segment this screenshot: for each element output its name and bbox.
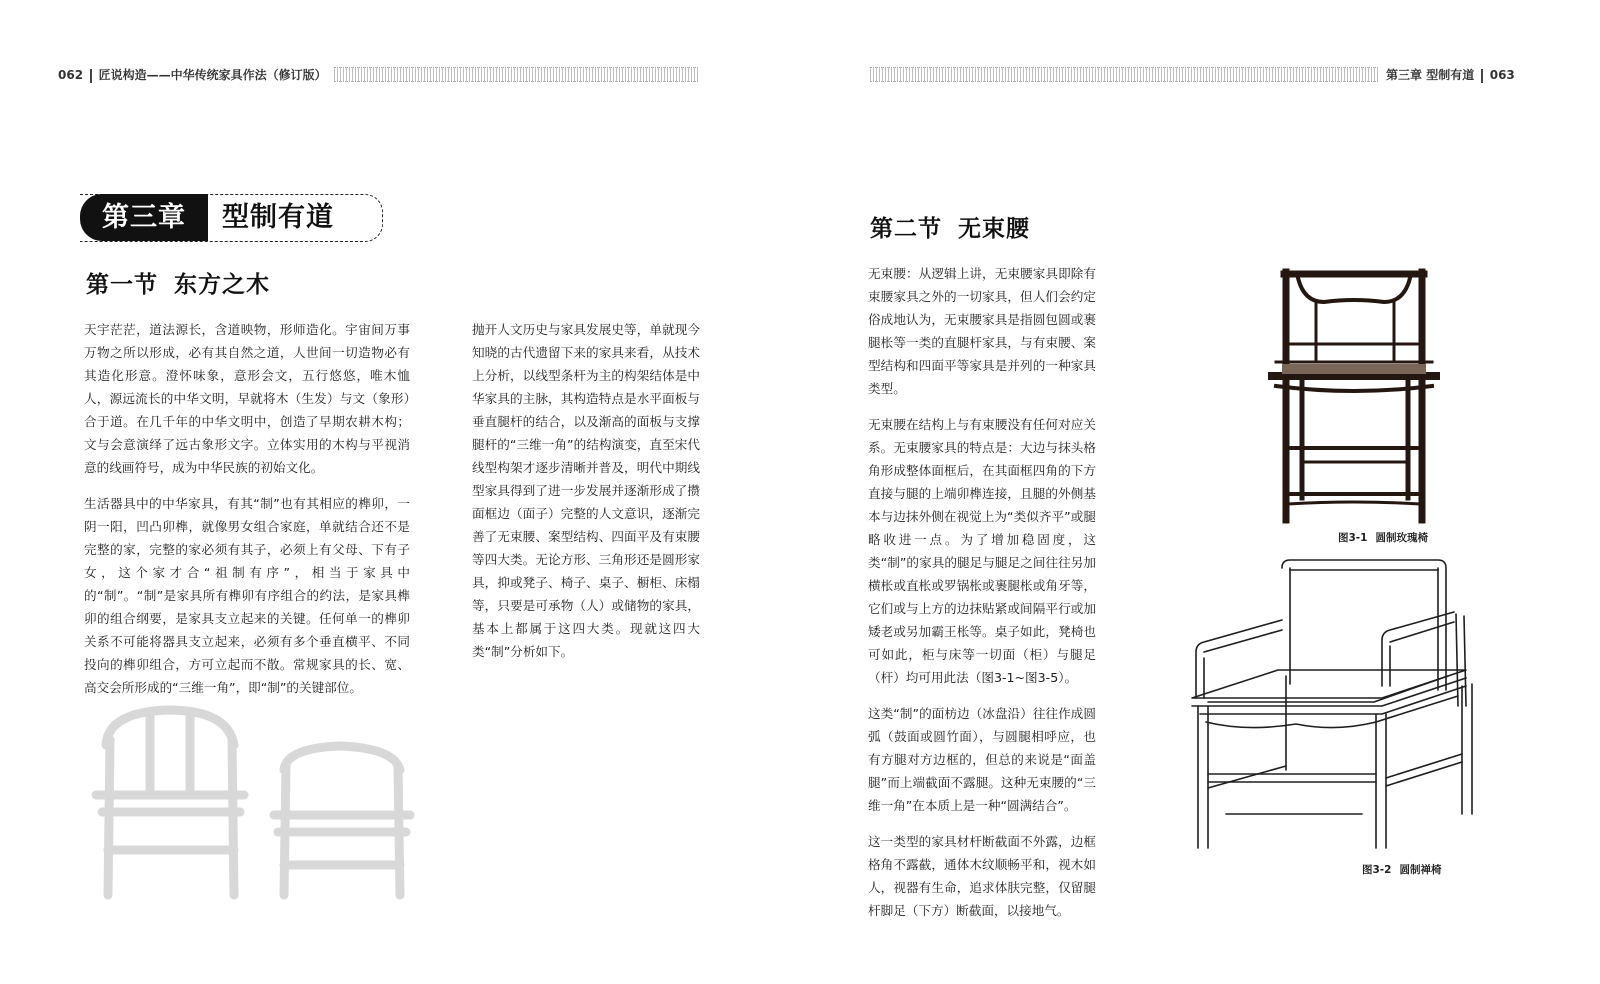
figure2-caption-text: 圆制禅椅 bbox=[1399, 864, 1442, 876]
section-label: 第二节 bbox=[870, 215, 942, 242]
figure1-caption bbox=[1338, 530, 1428, 545]
right-page-number: 063 bbox=[1489, 68, 1515, 82]
figure2-caption bbox=[1362, 862, 1441, 877]
header-divider bbox=[90, 69, 92, 83]
right-running-header bbox=[1386, 66, 1515, 83]
right-column bbox=[868, 262, 1096, 935]
section-title: 无束腰 bbox=[958, 215, 1030, 242]
figure-meditation-chair-drawing bbox=[1186, 556, 1474, 856]
figure1-label: 图3-1 bbox=[1338, 532, 1368, 544]
chair-sketch-watermark bbox=[88, 700, 448, 900]
paragraph: 天宇茫茫，道法源长，含道映物，形师造化。宇宙间万事万物之所以形成，必有其自然之道，人世间一切造物必有其造化形意。澄怀味象，意形会文，五行悠悠，唯木恤人，源远流长的中华文明，早就将木（生发）与文（象形）合于道。在几千年的中华文明中，创造了早期农耕木构；文与会意演绎了远古象形文字。立体实用的木构与平视消意的线画符号，成为中华民族的初始文化。 bbox=[84, 322, 410, 475]
paragraph: 无束腰在结构上与有束腰没有任何对应关系。无束腰家具的特点是：大边与抹头格角形成整体面框后，在其面框四角的下方直接与腿的上端卯榫连接，且腿的外侧基本与边抹外侧在视觉上为“类似齐平”或腿略收进一点。为了增加稳固度，这类“制”的家具的腿足与腿足之间往往另加横枨或直枨或罗锅枨或裹腿枨或角牙等，它们或与上方的边抹贴紧或间隔平行或加矮老或另加霸王枨等。桌子如此，凳椅也可如此，柜与床等一切面（柜）与腿足（杆）均可用此法（图3-1~图3-5）。 bbox=[868, 417, 1096, 685]
section-heading-2 bbox=[870, 210, 1030, 243]
figure1-caption-text: 圆制玫瑰椅 bbox=[1375, 532, 1428, 544]
paragraph: 生活器具中的中华家具，有其“制”也有其相应的榫卯，一阴一阳，凹凸卯榫，就像男女组合家庭，单就结合还不是完整的家，完整的家必须有其子，必须上有父母、下有子女，这个家才合“祖制有序”，相当于家具中的“制”。“制”是家具所有榫卯有序组合的约法，是家具榫卯的组合纲要，是家具支立起来的关键。任何单一的榫卯关系不可能将器具支立起来，必须有多个垂直横平、不同投向的榫卯组合，方可立起而不散。常规家具的长、宽、高交会所形成的“三维一角”，即“制”的关键部位。 bbox=[84, 496, 410, 695]
header-divider bbox=[1481, 69, 1483, 83]
left-book-title: 匠说构造——中华传统家具作法（修订版） bbox=[98, 68, 327, 82]
paragraph: 这一类型的家具材杆断截面不外露，边框格角不露截，通体木纹顺畅平和，视木如人，视器有生命，追求体肤完整，仅留腿杆脚足（下方）断截面，以接地气。 bbox=[868, 834, 1096, 918]
left-column-1 bbox=[84, 318, 410, 712]
right-header-stripe bbox=[870, 67, 1378, 82]
section-title: 东方之木 bbox=[174, 271, 270, 298]
left-running-header bbox=[58, 66, 327, 83]
figure2-label: 图3-2 bbox=[1362, 864, 1392, 876]
chapter-title: 型制有道 bbox=[222, 202, 334, 233]
right-chapter-title: 型制有道 bbox=[1426, 68, 1475, 82]
left-header-stripe bbox=[334, 67, 698, 82]
paragraph: 无束腰：从逻辑上讲，无束腰家具即除有束腰家具之外的一切家具，但人们会约定俗成地认为，无束腰家具是指圆包圆或裹腿枨等一类的直腿杆家具，与有束腰、案型结构和四面平等家具是并列的一种家具类型。 bbox=[868, 266, 1096, 396]
paragraph: 这类“制”的面枋边（冰盘沿）往往作成圆弧（鼓面或圆竹面），与圆腿相呼应，也有方腿对方边框的，但总的来说是“面盖腿”而上端截面不露腿。这种无束腰的“三维一角”在本质上是一种“圆满结合”。 bbox=[868, 706, 1096, 813]
right-chapter-label: 第三章 bbox=[1386, 68, 1423, 82]
chapter-label: 第三章 bbox=[80, 194, 208, 241]
paragraph: 抛开人文历史与家具发展史等，单就现今知晓的古代遗留下来的家具来看，从技术上分析，以线型条杆为主的构架结体是中华家具的主脉，其构造特点是水平面板与垂直腿杆的结合，以及渐高的面板与支撑腿杆的“三维一角”的结构演变，直至宋代线型构架才逐步清晰并普及，明代中期线型家具得到了进一步发展并逐渐形成了攒面框边（面子）完整的人文意识，逐渐完善了无束腰、案型结构、四面平及有束腰等四大类。无论方形、三角形还是圆形家具，抑或凳子、椅子、桌子、橱柜、床榻等，只要是可承物（人）或储物的家具，基本上都属于这四大类。现就这四大类“制”分析如下。 bbox=[472, 322, 700, 659]
left-page-number: 062 bbox=[58, 68, 84, 82]
figure-rose-chair-photo bbox=[1258, 262, 1450, 524]
left-column-2 bbox=[472, 318, 700, 676]
section-label: 第一节 bbox=[86, 271, 158, 298]
section-heading-1 bbox=[86, 266, 270, 299]
